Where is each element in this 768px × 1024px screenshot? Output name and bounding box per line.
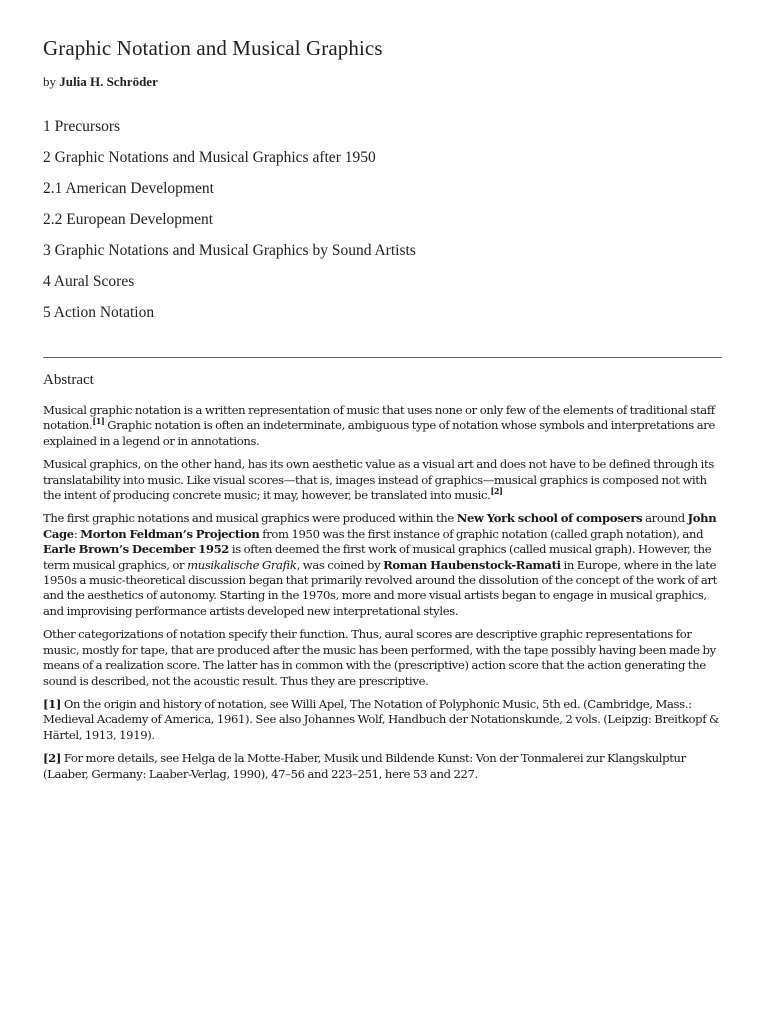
paragraph-text: Musical graphic notation is a written representation of music that uses none or only few of the elements of traditional staff notation. (43, 403, 715, 433)
term-brown-december-1952: Earle Brown’s December 1952 (43, 542, 230, 557)
byline (43, 74, 158, 90)
toc-item-american-development[interactable]: 2.1 American Development (43, 180, 214, 197)
toc-item-after-1950[interactable]: 2 Graphic Notations and Musical Graphics after 1950 (43, 149, 376, 166)
paragraph-text: Graphic notation is often an indeterminate, ambiguous type of notation whose symbols and interpretations are explained in a legend or in annotations. (43, 418, 715, 448)
term-new-york-school: New York school of composers (456, 511, 643, 526)
footnote-2 (43, 751, 727, 782)
footnote-ref-2[interactable]: [2] (490, 486, 503, 497)
paragraph-text: from 1950 was the first instance of graphic notation (called graph notation), and (259, 526, 704, 541)
toc-item-sound-artists[interactable]: 3 Graphic Notations and Musical Graphics by Sound Artists (43, 242, 416, 259)
author-name: Julia H. Schröder (59, 74, 158, 89)
section-divider (43, 357, 722, 358)
footnote-label[interactable]: [2] (43, 751, 61, 766)
table-of-contents (43, 117, 416, 334)
page-title: Graphic Notation and Musical Graphics (43, 36, 383, 60)
footnote-ref-1[interactable]: [1] (92, 416, 105, 427)
toc-item-action-notation[interactable]: 5 Action Notation (43, 304, 155, 321)
paragraph-text: , was coined by (296, 557, 384, 572)
paragraph-text: Musical graphics, on the other hand, has its own aesthetic value as a visual art and does not have to be defined through its translatability into music. Like visual scores—that is, images instead of graphics—musical graphics is composed not with the intent of producing concrete music; it may, however, be translated into music. (43, 457, 714, 503)
term-john-cage: John Cage (43, 511, 717, 541)
abstract-paragraph-1 (43, 403, 727, 449)
toc-item-aural-scores[interactable]: 4 Aural Scores (43, 273, 135, 290)
footnote-1 (43, 697, 727, 743)
term-haubenstock-ramati: Roman Haubenstock-Ramati (383, 557, 561, 572)
abstract-heading: Abstract (43, 372, 94, 388)
paragraph-text: : (73, 526, 81, 541)
footnote-text: For more details, see Helga de la Motte-Haber, Musik und Bildende Kunst: Von der Tonmalerei zur Klangskulptur (Laaber, Germany: Laaber-Verlag, 1990), 47–56 and 223–251, here 53 and 227. (43, 751, 686, 781)
paragraph-text: around (642, 511, 688, 526)
term-feldman-projection: Morton Feldman’s Projection (80, 526, 260, 541)
abstract-paragraph-3 (43, 511, 727, 619)
paragraph-text: is often deemed the first work of musical graphics (called musical graph). However, the term musical graphics, or (43, 542, 712, 572)
paragraph-text: The first graphic notations and musical graphics were produced within the (43, 511, 457, 526)
toc-item-precursors[interactable]: 1 Precursors (43, 118, 121, 135)
abstract-paragraph-4: Other categorizations of notation specify their function. Thus, aural scores are descriptive graphic representations for music, mostly for tape, that are produced after the music has been performed, with the tape possibly having been made by means of a realization score. The latter has in common with the (prescriptive) action score that the action generating the sound is described, not the acoustic result. Thus they are prescriptive. (43, 627, 716, 688)
abstract-paragraph-2 (43, 457, 727, 503)
paragraph-text: in Europe, where in the late 1950s a music-theoretical discussion began that primarily revolved around the dissolution of the concept of the work of art and the aesthetics of autonomy. Starting in the 1970s, more and more visual artists began to engage in musical graphics, and improvising performance artists developed new interpretational styles. (43, 557, 717, 618)
abstract-body (43, 403, 727, 790)
footnote-label[interactable]: [1] (43, 696, 61, 711)
footnote-text: On the origin and history of notation, see Willi Apel, The Notation of Polyphonic Music, 5th ed. (Cambridge, Mass.: Medieval Academy of America, 1961). See also Johannes Wolf, Handbuch der Notationskunde, 2 vols. (Leipzig: Breitkopf & Härtel, 1913, 1919). (43, 696, 719, 742)
byline-prefix: by (43, 74, 60, 89)
toc-item-european-development[interactable]: 2.2 European Development (43, 211, 214, 228)
term-musikalische-grafik: musikalische Grafik (187, 557, 297, 572)
